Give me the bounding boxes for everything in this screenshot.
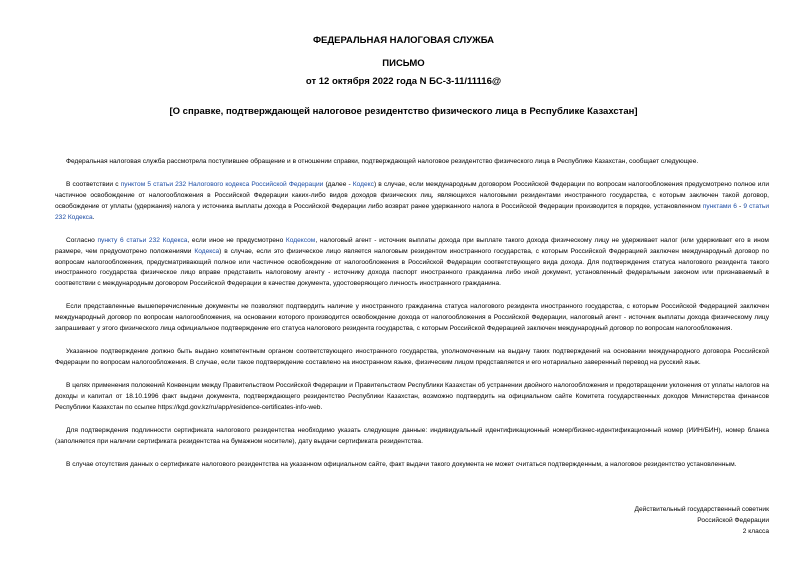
letter-body	[55, 157, 769, 484]
paragraph-article-232-6: Согласно пункту 6 статьи 232 Кодекса, если иное не предусмотрено Кодексом, налоговый агент - источник выплаты дохода при выплате такого дохода физическому лицу не удерживает налог (или удерживает его в ином размере, чем предусмотрено положениями Кодекса) в случае, если это физическое лицо является налоговым резидентом иностранного государства, с которым Российской Федерацией заключен международный договор по вопросам налогообложения, предусматривающий полное или частичное освобождение от налогообложения в Российской Федерации соответствующего вида дохода. Для подтверждения статуса налогового резидента такого иностранного государства физическое лицо вправе представить налоговому агенту - источнику дохода паспорт иностранного гражданина либо иной документ, установленный федеральным законом или признаваемый в соответствии с международным договором Российской Федерации в качестве документа, удостоверяющего личность иностранного гражданина.	[55, 236, 769, 288]
doc-subject: [О справке, подтверждающей налоговое резидентство физического лица в Республике Казахстан]	[169, 106, 638, 117]
link-article-232-6[interactable]: пункту 6 статьи 232 Кодекса	[97, 236, 188, 244]
paragraph-article-232-5: В соответствии с пунктом 5 статьи 232 Налогового кодекса Российской Федерации (далее - Кодекс) в случае, если международным договором Российской Федерации по вопросам налогообложения предусмотрено полное или частичное освобождение от налогообложения в Российской Федерации каких-либо видов доходов физических лиц, являющихся налоговыми резидентами иностранного государства, с которым заключен такой договор, освобождение от уплаты (удержания) налога у источника выплаты дохода в Российской Федерации либо возврат ранее удержанного налога в Российской Федерации производится в порядке, установленном пунктами 6 - 9 статьи 232 Кодекса.	[55, 181, 770, 221]
link-code-3[interactable]: Кодекса	[194, 247, 220, 255]
link-article-232-5[interactable]: пунктом 5 статьи 232 Налогового кодекса Российской Федерации	[120, 181, 324, 189]
paragraph-convention: В целях применения положений Конвенции между Правительством Российской Федерации и Правительством Республики Казахстан об устранении двойного налогообложения и предотвращении уклонения от уплаты налогов на доходы и капитал от 18.10.1996 факт выдачи документа, подтверждающего резидентство Республики Казахстан, возможно подтвердить на официальном сайте Комитета государственных доходов Министерства финансов Республики Казахстан по ссылке https://kgd.gov.kz/ru/app/residence-certificates-info-web.	[55, 382, 769, 412]
signature-line-3: 2 класса	[742, 527, 769, 535]
link-points-6[interactable]: пунктами 6	[702, 202, 737, 210]
doc-type: ПИСЬМО	[382, 58, 425, 69]
paragraph-confirmation: Указанное подтверждение должно быть выдано компетентным органом соответствующего иностранного государства, уполномоченным на выдачу таких подтверждений на основании международного договора Российской Федерации по вопросам налогообложения. В случае, если такое подтверждение составлено на иностранном языке, физическим лицом представляется и его нотариально заверенный перевод на русский язык.	[55, 348, 769, 367]
signature-line-2: Российской Федерации	[697, 516, 769, 524]
paragraph-insufficient-docs: Если представленные вышеперечисленные документы не позволяют подтвердить наличие у иностранного гражданина статуса налогового резидента иностранного государства, с которым Российской Федерацией заключен международный договор по вопросам налогообложения, на основании которого производится освобождение дохода от налогообложения в Российской Федерации, налоговый агент - источник выплаты дохода физическому лицу запрашивает у этого физического лица официальное подтверждение его статуса налогового резидента государства, с которым Российской Федерацией заключен международный договор по вопросам налогообложения.	[55, 303, 769, 333]
doc-date-number: от 12 октября 2022 года N БС-3-11/11116@	[305, 76, 502, 87]
paragraph-absence: В случае отсутствия данных о сертификате налогового резидентства на указанном официальном сайте, факт выдачи такого документа не может считаться подтвержденным, а налоговое резидентство установленным.	[66, 461, 737, 469]
agency-title: ФЕДЕРАЛЬНАЯ НАЛОГОВАЯ СЛУЖБА	[312, 35, 495, 46]
link-code-2[interactable]: Кодексом	[285, 236, 316, 244]
paragraph-intro: Федеральная налоговая служба рассмотрела поступившее обращение и в отношении справки, подтверждающей налоговое резидентство физического лица в Республике Казахстан, сообщает следующее.	[66, 158, 699, 165]
link-code[interactable]: Кодекс	[352, 181, 374, 189]
link-article-232-9[interactable]: 9 статьи 232 Кодекса	[55, 202, 770, 221]
signature-block	[635, 505, 769, 537]
paragraph-authenticity: Для подтверждения подлинности сертификата налогового резидентства необходимо указать следующие данные: индивидуальный идентификационный номер/бизнес-идентификационный номер (ИИН/БИН), номер бланка (заполняется при наличии сертификата резидентства на бумажном носителе), дату выдачи сертификата резидентства.	[55, 427, 769, 446]
signature-line-1: Действительный государственный советник	[634, 506, 769, 513]
